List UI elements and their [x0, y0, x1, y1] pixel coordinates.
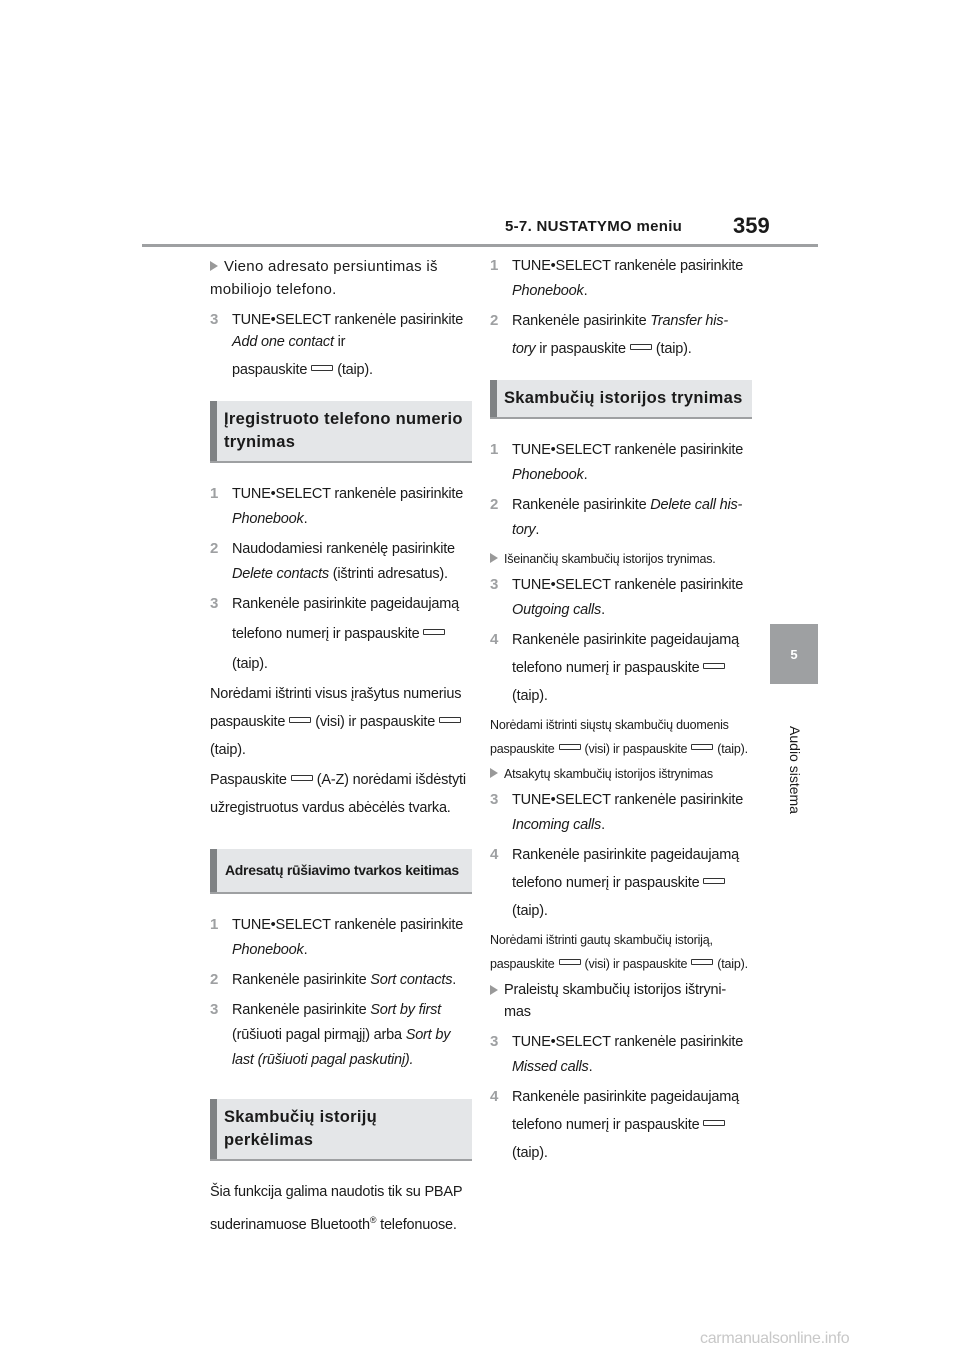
right-column [490, 255, 752, 1172]
list-item: 2 Rankenėle pasirinkite Transfer his- tory ir paspauskite (taip). [490, 312, 728, 357]
button-icon [289, 717, 311, 723]
button-icon [703, 878, 725, 884]
section-title: Įregistruoto telefono numerio trynimas [210, 401, 472, 461]
list-item: 3 TUNE•SELECT rankenėle pasirinkite Missed calls. [490, 1033, 744, 1075]
bullet-triangle-icon [490, 553, 498, 563]
button-icon [630, 344, 652, 350]
button-icon [691, 959, 713, 965]
note-text: Norėdami ištrinti siųstų skambučių duomenis paspauskite (visi) ir paspauskite (taip). [490, 718, 748, 756]
list-item: 2 Naudodamiesi rankenėlę pasirinkite Delete contacts (ištrinti adresatus). [210, 540, 455, 582]
note-text: Norėdami ištrinti gautų skambučių istoriją, paspauskite (visi) ir paspauskite (taip). [490, 933, 748, 971]
list-item: 3 Rankenėle pasirinkite Sort by first (rūšiuoti pagal pirmąjį) arba Sort by last (rūšiuoti pagal paskutinį). [210, 1001, 451, 1068]
button-icon [291, 775, 313, 781]
sub-heading: Praleistų skambučių istorijos ištryni-mas [490, 979, 752, 1023]
button-icon [691, 744, 713, 750]
sub-heading: Atsakytų skambučių istorijos ištrynimas [490, 764, 752, 785]
intro-bullet: Vieno adresato persiuntimas iš mobiliojo telefono. [210, 258, 438, 298]
button-icon [311, 365, 333, 371]
list-item: 4 Rankenėle pasirinkite pageidaujamą telefono numerį ir paspauskite (taip). [490, 846, 739, 919]
list-item: 3 TUNE•SELECT rankenėle pasirinkite Outgoing calls. [490, 576, 744, 618]
section-header: 5-7. NUSTATYMO meniu [505, 218, 683, 235]
page-number: 359 [733, 213, 770, 238]
left-column [210, 255, 472, 1244]
list-item: 2 Rankenėle pasirinkite Sort contacts. [210, 971, 457, 988]
button-icon [559, 959, 581, 965]
note-text: Paspauskite (A-Z) norėdami išdėstyti užregistruotus vardus abėcėlės tvarka. [210, 772, 466, 816]
section-title: Adresatų rūšiavimo tvarkos keitimas [210, 849, 472, 892]
button-icon [703, 663, 725, 669]
list-item: 1 TUNE•SELECT rankenėle pasirinkite Phonebook. [490, 441, 744, 483]
section-title: Skambučių istorijų perkėlimas [210, 1099, 472, 1159]
list-item: 3 TUNE•SELECT rankenėle pasirinkite Incoming calls. [490, 791, 744, 833]
list-item: 4 Rankenėle pasirinkite pageidaujamą telefono numerį ir paspauskite (taip). [490, 631, 739, 704]
sub-heading: Išeinančių skambučių istorijos trynimas. [490, 549, 752, 570]
chapter-label: Audio sistema [787, 726, 803, 814]
bullet-triangle-icon [210, 261, 218, 271]
button-icon [559, 744, 581, 750]
watermark-text: carmanualsonline.info [700, 1330, 850, 1347]
header-rule [142, 244, 818, 247]
intro-step: 3 TUNE•SELECT rankenėle pasirinkite Add one contact ir paspauskite (taip). [210, 311, 464, 378]
note-text: Norėdami ištrinti visus įrašytus numerius paspauskite (visi) ir paspauskite (taip). [210, 686, 462, 758]
chapter-tab: 5 [770, 624, 818, 684]
list-item: 4 Rankenėle pasirinkite pageidaujamą telefono numerį ir paspauskite (taip). [490, 1088, 739, 1161]
list-item: 3 Rankenėle pasirinkite pageidaujamą telefono numerį ir paspauskite (taip). [210, 595, 459, 672]
section-title: Skambučių istorijos trynimas [490, 380, 752, 417]
list-item: 1 TUNE•SELECT rankenėle pasirinkite Phonebook. [490, 257, 744, 299]
bullet-triangle-icon [490, 985, 498, 995]
list-item: 1 TUNE•SELECT rankenėle pasirinkite Phonebook. [210, 916, 464, 958]
bullet-triangle-icon [490, 768, 498, 778]
button-icon [439, 717, 461, 723]
note-text: Šia funkcija galima naudotis tik su PBAP suderinamuose Bluetooth® telefonuose. [210, 1184, 463, 1233]
list-item: 1 TUNE•SELECT rankenėle pasirinkite Phonebook. [210, 485, 464, 527]
button-icon [703, 1120, 725, 1126]
list-item: 2 Rankenėle pasirinkite Delete call his- tory. [490, 496, 743, 538]
button-icon [423, 629, 445, 635]
